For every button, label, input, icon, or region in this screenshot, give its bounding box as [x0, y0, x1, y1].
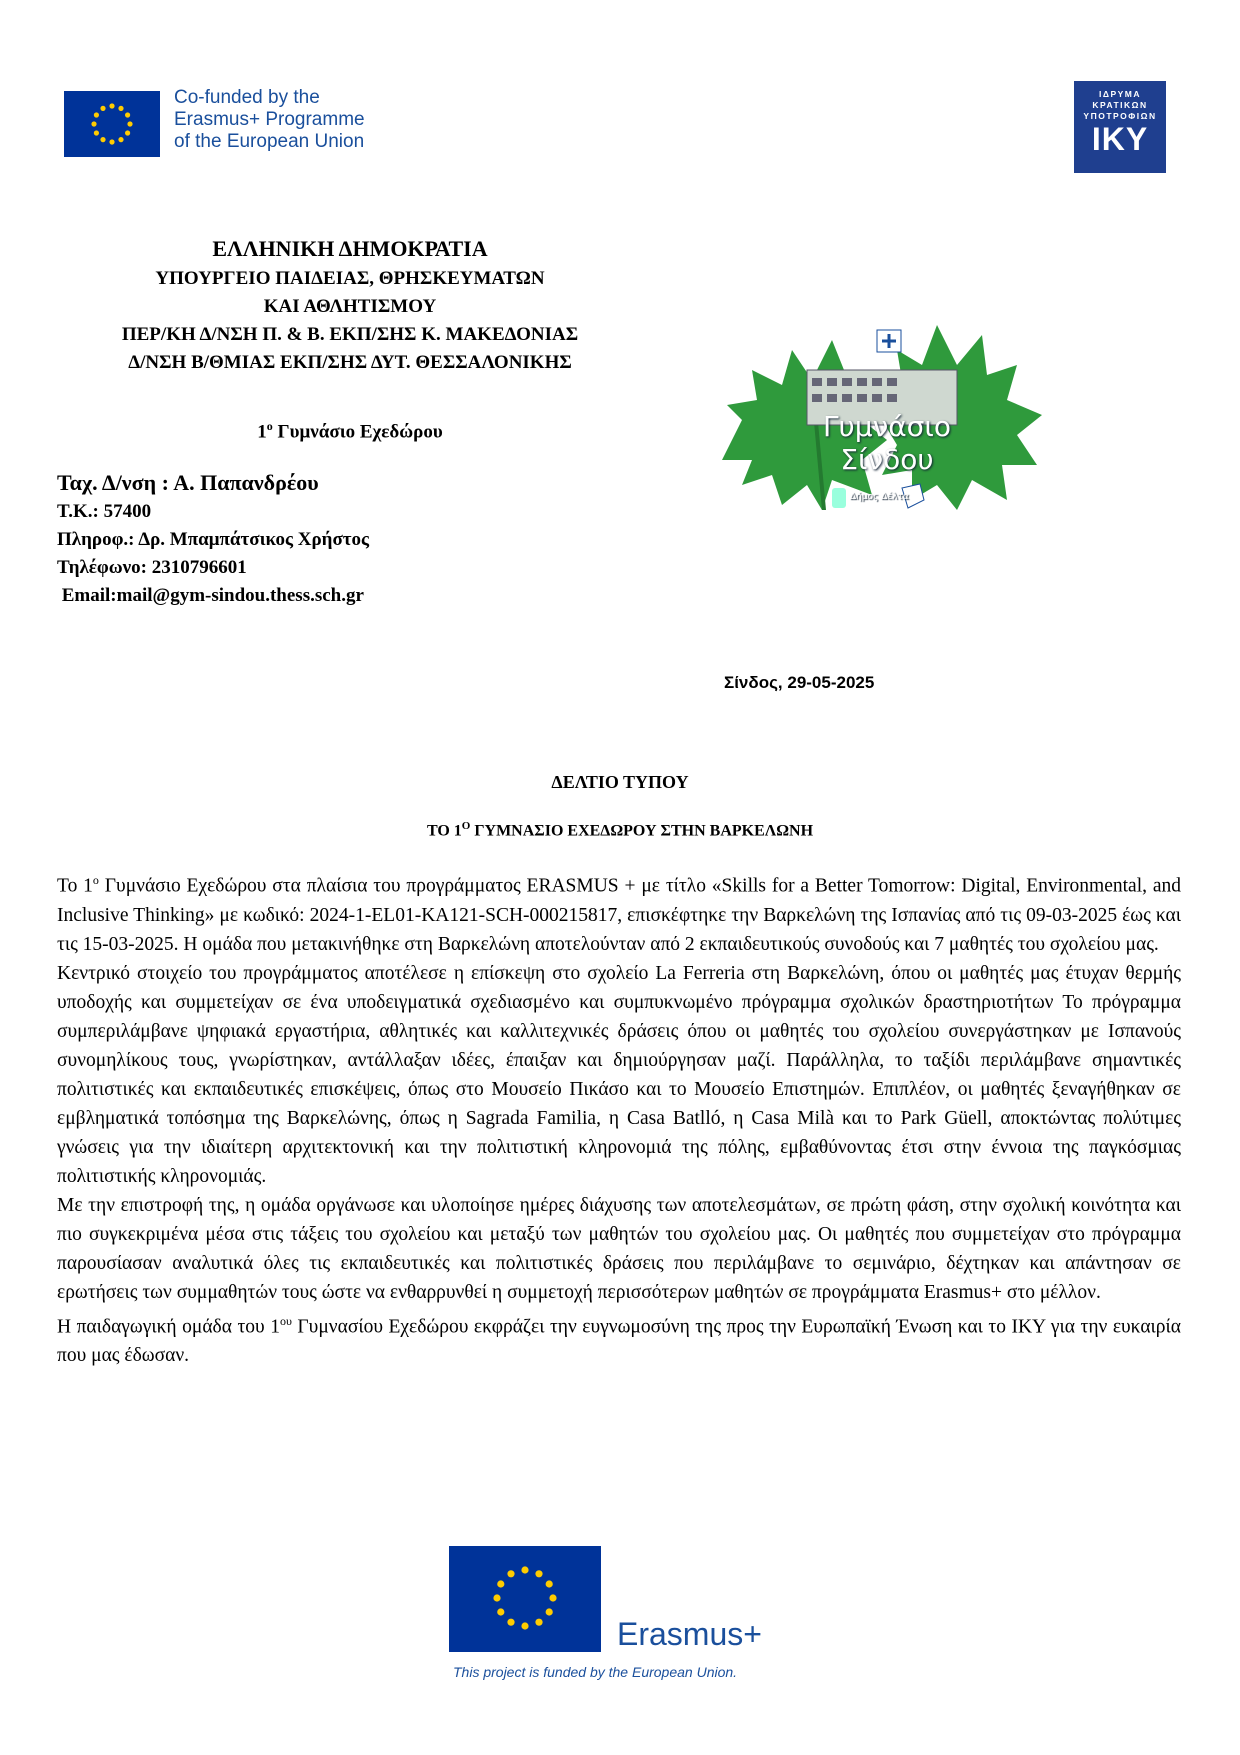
contact-phone: Τηλέφωνο: 2310796601 — [57, 557, 247, 578]
body-paragraph-3: Με την επιστροφή της, η ομάδα οργάνωσε και υλοποίησε ημέρες διάχυσης των αποτελεσμάτων, σε πρώτη φάση, στην σχολική κοινότητα και πιο συγκεκριμένα μέσα στις τάξεις του σχολείου και μεταξύ των μαθητών του σχολείου μας. Οι μαθητές που συμμετείχαν στο πρόγραμμα παρουσίασαν αναλυτικά όλες τις εκπαιδευτικές και πολιτιστικές δράσεις που περιλάμβανε το σεμινάριο, δέχτηκαν και απάντησαν σε ερωτήσεις των συμμαθητών τους ώστε να ενθαρρυνθεί η συμμετοχή περισσότερων μαθητών σε προγράμματα Erasmus+ στο μέλλον. — [57, 1194, 1181, 1303]
subtitle-post: ΓΥΜΝΑΣΙΟ ΕΧΕΔΩΡΟΥ ΣΤΗΝ ΒΑΡΚΕΛΩΝΗ — [470, 822, 814, 840]
iky-logo — [1074, 81, 1166, 173]
contact-postcode: Τ.Κ.: 57400 — [57, 501, 152, 522]
erasmus-brand: Erasmus+ — [617, 1616, 762, 1652]
eu-logo-line3: of the European Union — [174, 131, 365, 152]
eu-cofunded-logo — [64, 87, 394, 159]
body-text — [57, 866, 1181, 1370]
erasmus-footer-logo — [449, 1546, 789, 1680]
header-line3: ΚΑΙ ΑΘΛΗΤΙΣΜΟΥ — [263, 296, 437, 317]
school-sup: ο — [266, 419, 273, 433]
eu-flag-icon — [449, 1546, 601, 1652]
school-logo-badge: Δήμος Δέλτα — [850, 492, 909, 502]
header-line5: Δ/ΝΣΗ Β/ΘΜΙΑΣ ΕΚΠ/ΣΗΣ ΔΥΤ. ΘΕΣΣΑΛΟΝΙΚΗΣ — [128, 352, 572, 373]
header-line2: ΥΠΟΥΡΓΕΙΟ ΠΑΙΔΕΙΑΣ, ΘΡΗΣΚΕΥΜΑΤΩΝ — [155, 268, 545, 289]
body-paragraph-1: Το $1^o$ Γυμνάσιο Εχεδώρου στα πλαίσια του προγράμματος ERASMUS + με τίτλο «Skills for a Better Tomorrow: Digital, Environmental, and Inclusive Thinking» με κωδικό: 2024-1-EL01-KA121-SCH-000215817, επισκέφτηκε την Βαρκελώνη της Ισπανίας από τις 09-03-2025 έως και τις 15-03-2025. Η ομάδα που μετακινήθηκε στη Βαρκελώνη αποτελούνταν από 2 εκπαιδευτικούς συνοδούς και 7 μαθητές του σχολείου μας. — [57, 873, 1181, 955]
header-line4: ΠΕΡ/ΚΗ Δ/ΝΣΗ Π. & Β. ΕΚΠ/ΣΗΣ Κ. ΜΑΚΕΔΟΝΙΑΣ — [121, 324, 579, 345]
school-num: 1 — [257, 421, 267, 443]
body-paragraph-2: Κεντρικό στοιχείο του προγράμματος αποτέλεσε η επίσκεψη στο σχολείο La Ferreria στη Βαρκελώνη, όπου οι μαθητές μας έτυχαν θερμής υποδοχής και συμμετείχαν σε ένα υποδειγματικά σχεδιασμένο και συμπυκνωμένο πρόγραμμα σχολικών δραστηριοτήτων Το πρόγραμμα συμπεριλάμβανε ψηφιακά εργαστήρια, αθλητικές και καλλιτεχνικές δράσεις όπου οι μαθητές του σχολείου συνεργάστηκαν με Ισπανούς συνομηλίκους τους, γνωρίστηκαν, αντάλλαξαν ιδέες, έπαιξαν και δημιούργησαν μαζί. Παράλληλα, το ταξίδι περιλάμβανε σημαντικές πολιτιστικές και εκπαιδευτικές επισκέψεις, όπως στο Μουσείο Πικάσο και το Μουσείο Επιστημών. Επιπλέον, οι μαθητές ξεναγήθηκαν σε εμβληματικά τοπόσημα της Βαρκελώνης, όπως η Sagrada Familia, η Casa Batlló, η Casa Milà και το Park Güell, αποκτώντας πολύτιμες γνώσεις για την ιδιαίτερη αρχιτεκτονική και την πολιτιστική κληρονομιά της πόλης, εμβαθύνοντας έτσι στην έννοια της παγκόσμιας πολιτιστικής κληρονομιάς. — [57, 962, 1181, 1187]
date: Σίνδος, 29-05-2025 — [724, 673, 875, 692]
press-release-subtitle — [0, 820, 1240, 840]
iky-name: ΙΚΥ — [1091, 121, 1149, 157]
iky-line1: ΙΔΡΥΜΑ — [1098, 89, 1142, 99]
header-line1: ΕΛΛΗΝΙΚΗ ΔΗΜΟΚΡΑΤΙΑ — [212, 236, 488, 261]
school-logo — [712, 310, 1052, 518]
eu-logo-line1: Co-funded by the — [174, 87, 320, 108]
subtitle-sup: Ο — [461, 820, 471, 832]
school-name-text: Γυμνάσιο Εχεδώρου — [272, 421, 443, 443]
school-logo-text: Γυμνάσιο Σίνδου — [822, 410, 952, 476]
eu-logo-line2: Erasmus+ Programme — [174, 109, 365, 130]
contact-email: Email:mail@gym-sindou.thess.sch.gr — [57, 585, 364, 606]
school-name — [40, 414, 660, 444]
iky-line2: ΚΡΑΤΙΚΩΝ — [1092, 100, 1148, 110]
eu-flag-icon — [64, 91, 160, 157]
subtitle-pre: ΤΟ 1 — [426, 822, 462, 840]
iky-line3: ΥΠΟΤΡΟΦΙΩΝ — [1083, 111, 1157, 121]
body-paragraph-4: Η παιδαγωγική ομάδα του $1^{o\upsilon}$ Γυμνασίου Εχεδώρου εκφράζει την ευγνωμοσύνη της προς την Ευρωπαϊκή Ένωση και το ΙΚΥ για την ευκαιρία που μας έδωσαν. — [57, 1313, 1181, 1366]
funded-text: This project is funded by the European Union. — [453, 1664, 738, 1680]
contact-info: Πληροφ.: Δρ. Μπαμπάτσικος Χρήστος — [57, 529, 370, 550]
contact-address: Ταχ. Δ/νση : Α. Παπανδρέου — [57, 470, 319, 495]
press-release-title: ΔΕΛΤΙΟ ΤΥΠΟΥ — [551, 772, 689, 792]
